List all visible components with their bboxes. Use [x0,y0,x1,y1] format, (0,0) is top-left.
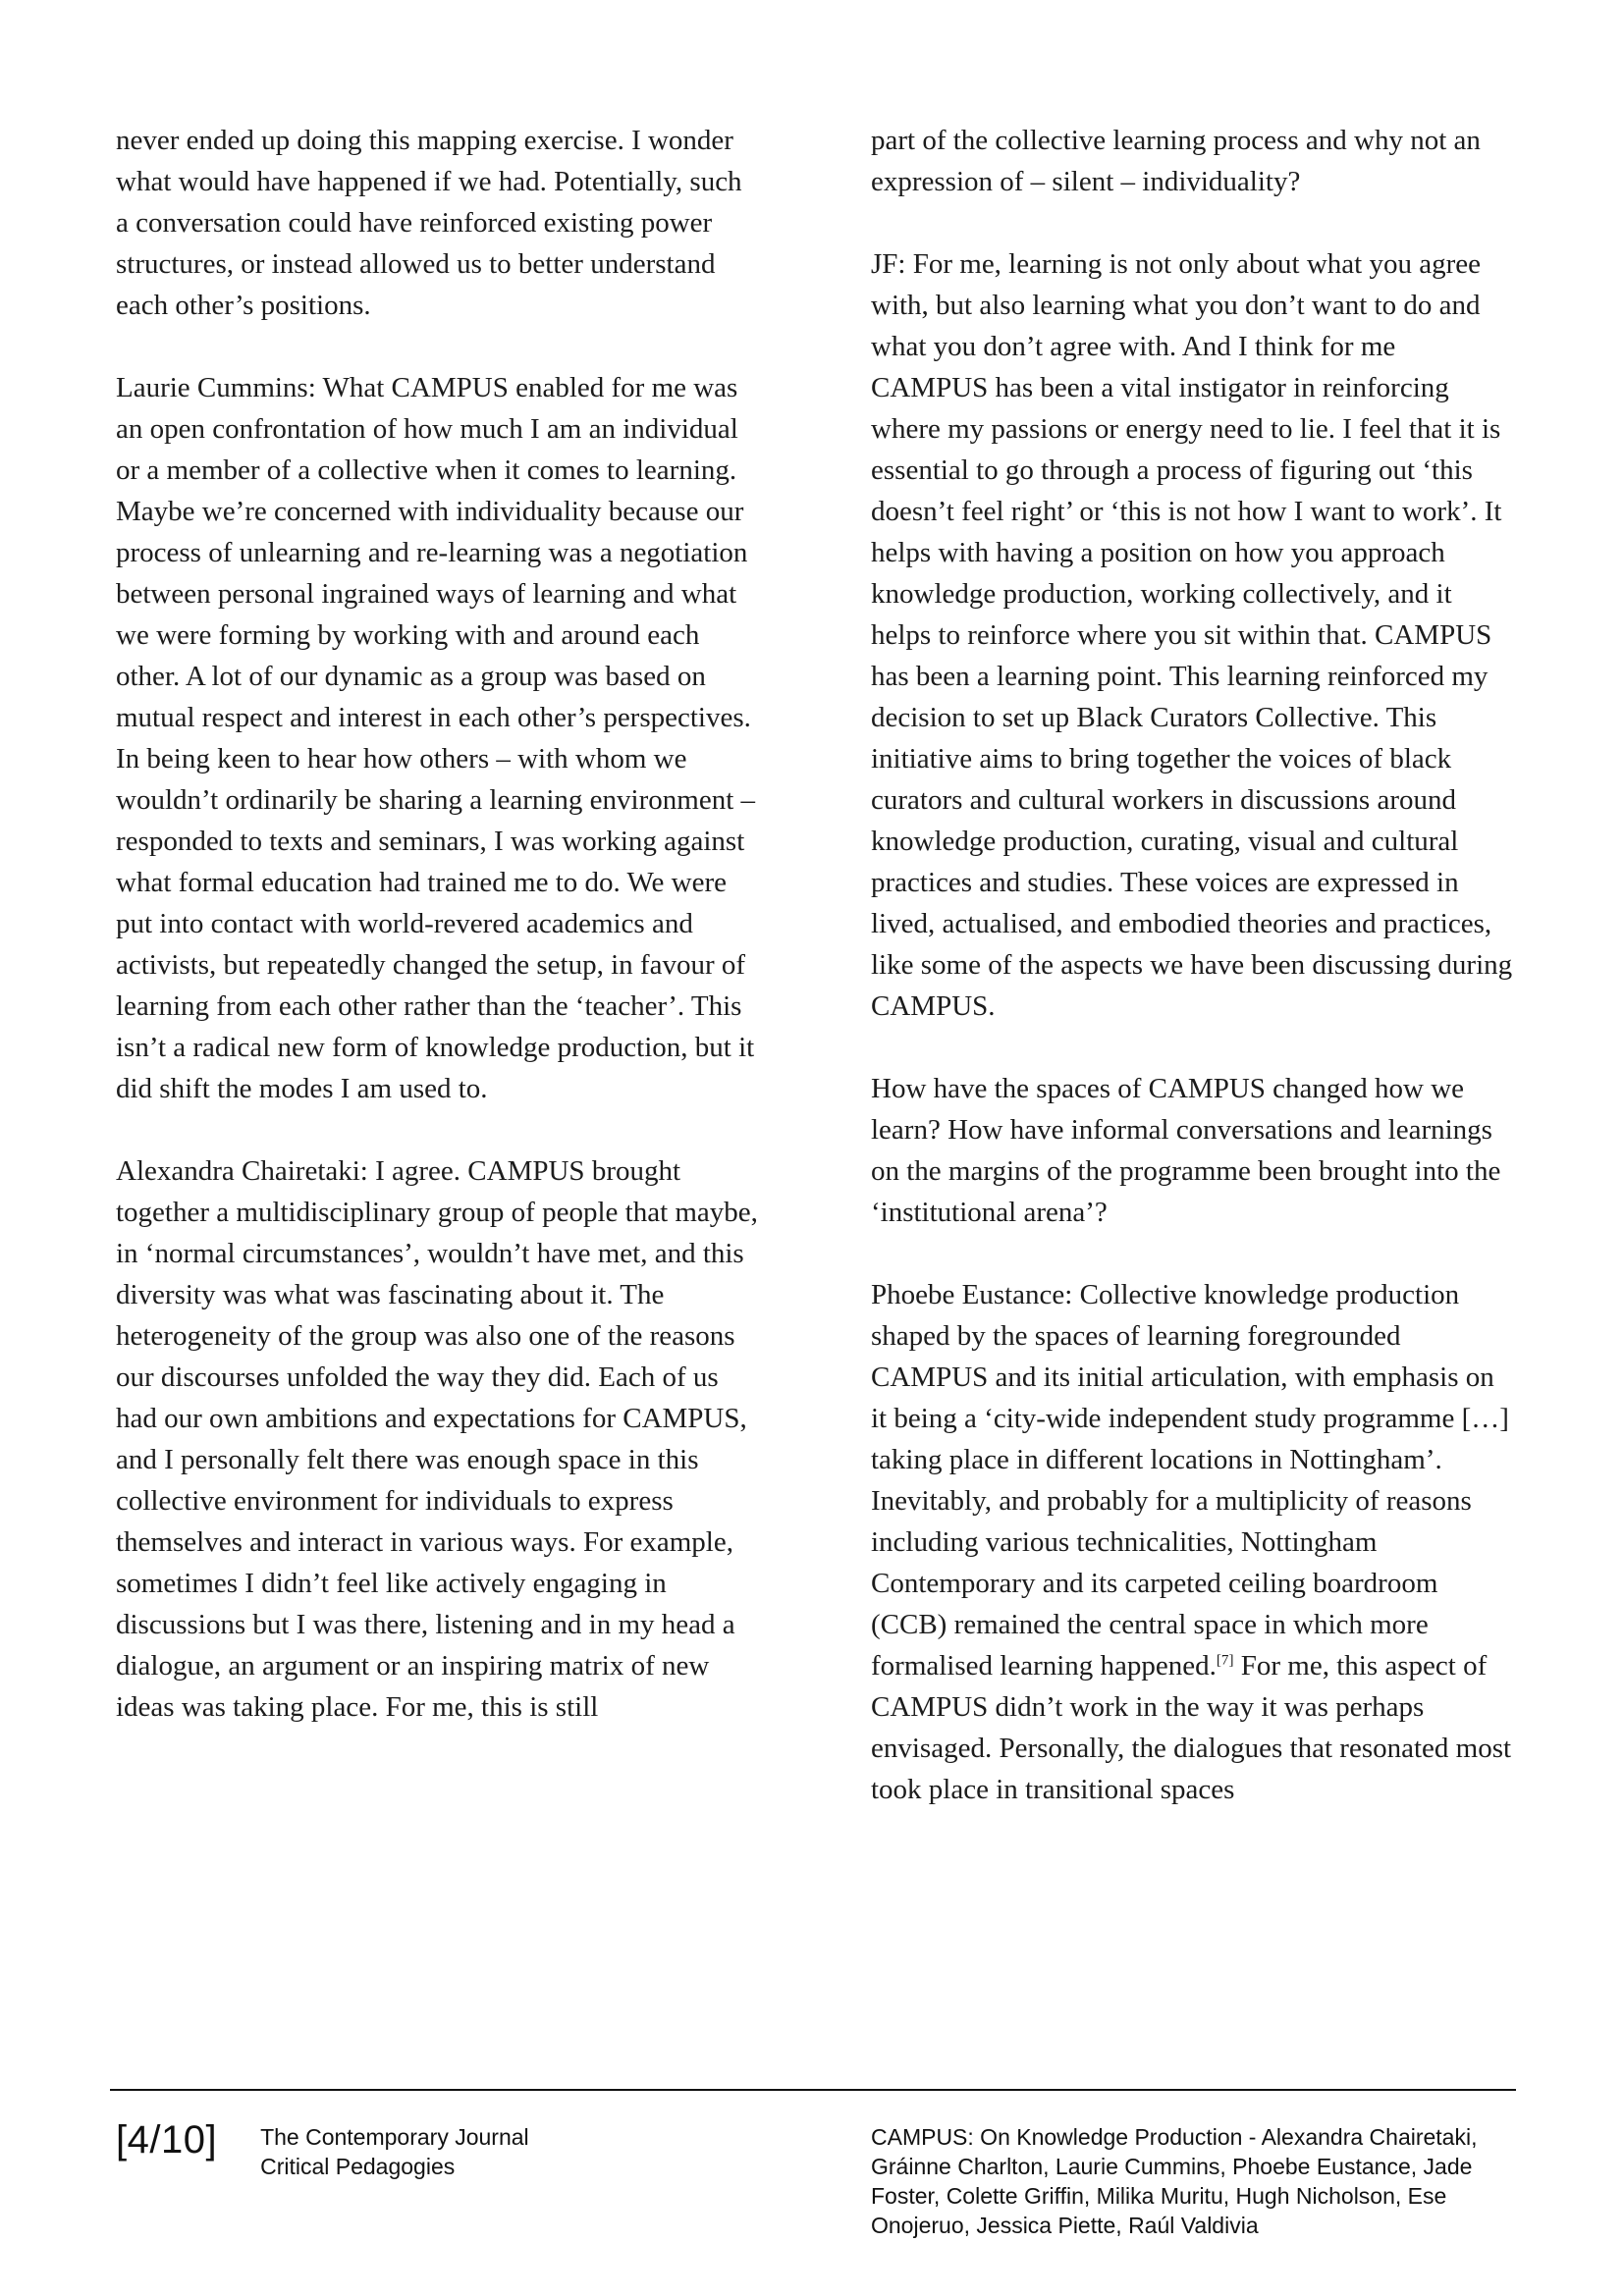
right-column [871,120,1516,1810]
page-footer [116,2118,1516,2240]
article-body [116,120,1516,1810]
paragraph-continuation: never ended up doing this mapping exercise. I wonder what would have happened if we had. Potentially, such a conversation could have reinforced existing power structures, or instead allowed us to better understand each other’s positions. [116,125,742,321]
journal-name: The Contemporary Journal [260,2124,529,2150]
paragraph-laurie-cummins: Laurie Cummins: What CAMPUS enabled for me was an open confrontation of how much I am an individual or a member of a collective when it comes to learning. Maybe we’re concerned with individuality because our process of unlearning and re-learning was a negotiation between personal ingrained ways of learning and what we were forming by working with and around each other. A lot of our dynamic as a group was based on mutual respect and interest in each other’s perspectives. In being keen to hear how others – with whom we wouldn’t ordinarily be sharing a learning environment – responded to texts and seminars, I was working against what formal education had trained me to do. We were put into contact with world-revered academics and activists, but repeatedly changed the setup, in favour of learning from each other rather than the ‘teacher’. This isn’t a radical new form of knowledge production, but it did shift the modes I am used to. [116,372,755,1104]
issue-name: Critical Pedagogies [260,2154,456,2179]
paragraph-continuation: part of the collective learning process and why not an expression of – silent – individuality? [871,125,1481,197]
paragraph-phoebe-eustance [871,1274,1516,1810]
paragraph-question: How have the spaces of CAMPUS changed how we learn? How have informal conversations and learnings on the margins of the programme been brought into the ‘institutional arena’? [871,1073,1501,1228]
journal-block [260,2122,529,2181]
footer-divider [110,2089,1516,2091]
left-column [116,120,761,1810]
page-number: [4/10] [116,2118,218,2162]
paragraph-text: Phoebe Eustance: Collective knowledge production shaped by the spaces of learning foregrounded CAMPUS and its initial articulation, with emphasis on it being a ‘city-wide independent study programme […] taking place in different locations in Nottingham’. Inevitably, and probably for a multiplicity of reasons including various technicalities, Nottingham Contemporary and its carpeted ceiling boardroom (CCB) remained the central space in which more formalised learning happened. [871,1279,1509,1682]
footer-left-block [116,2118,761,2240]
article-citation: CAMPUS: On Knowledge Production - Alexandra Chairetaki, Gráinne Charlton, Laurie Cummins, Phoebe Eustance, Jade Foster, Colette Griffin, Milika Muritu, Hugh Nicholson, Ese Onojeruo, Jessica Piette, Raúl Valdivia [871,2124,1478,2238]
paragraph-text: For me, this aspect of CAMPUS didn’t work in the way it was perhaps envisaged. Personally, the dialogues that resonated most took place in transitional spaces [871,1650,1512,1805]
paragraph-jf: JF: For me, learning is not only about what you agree with, but also learning what you don’t want to do and what you don’t agree with. And I think for me CAMPUS has been a vital instigator in reinforcing where my passions or energy need to lie. I feel that it is essential to go through a process of figuring out ‘this doesn’t feel right’ or ‘this is not how I want to work’. It helps with having a position on how you approach knowledge production, working collectively, and it helps to reinforce where you sit within that. CAMPUS has been a learning point. This learning reinforced my decision to set up Black Curators Collective. This initiative aims to bring together the voices of black curators and cultural workers in discussions around knowledge production, curating, visual and cultural practices and studies. These voices are expressed in lived, actualised, and embodied theories and practices, like some of the aspects we have been discussing during CAMPUS. [871,248,1513,1022]
paragraph-alexandra-chairetaki: Alexandra Chairetaki: I agree. CAMPUS brought together a multidisciplinary group of people that maybe, in ‘normal circumstances’, wouldn’t have met, and this diversity was what was fascinating about it. The heterogeneity of the group was also one of the reasons our discourses unfolded the way they did. Each of us had our own ambitions and expectations for CAMPUS, and I personally felt there was enough space in this collective environment for individuals to express themselves and interact in various ways. For example, sometimes I didn’t feel like actively engaging in discussions but I was there, listening and in my head a dialogue, an argument or an inspiring matrix of new ideas was taking place. For me, this is still [116,1155,758,1723]
footnote-ref[interactable]: [7] [1216,1652,1234,1669]
